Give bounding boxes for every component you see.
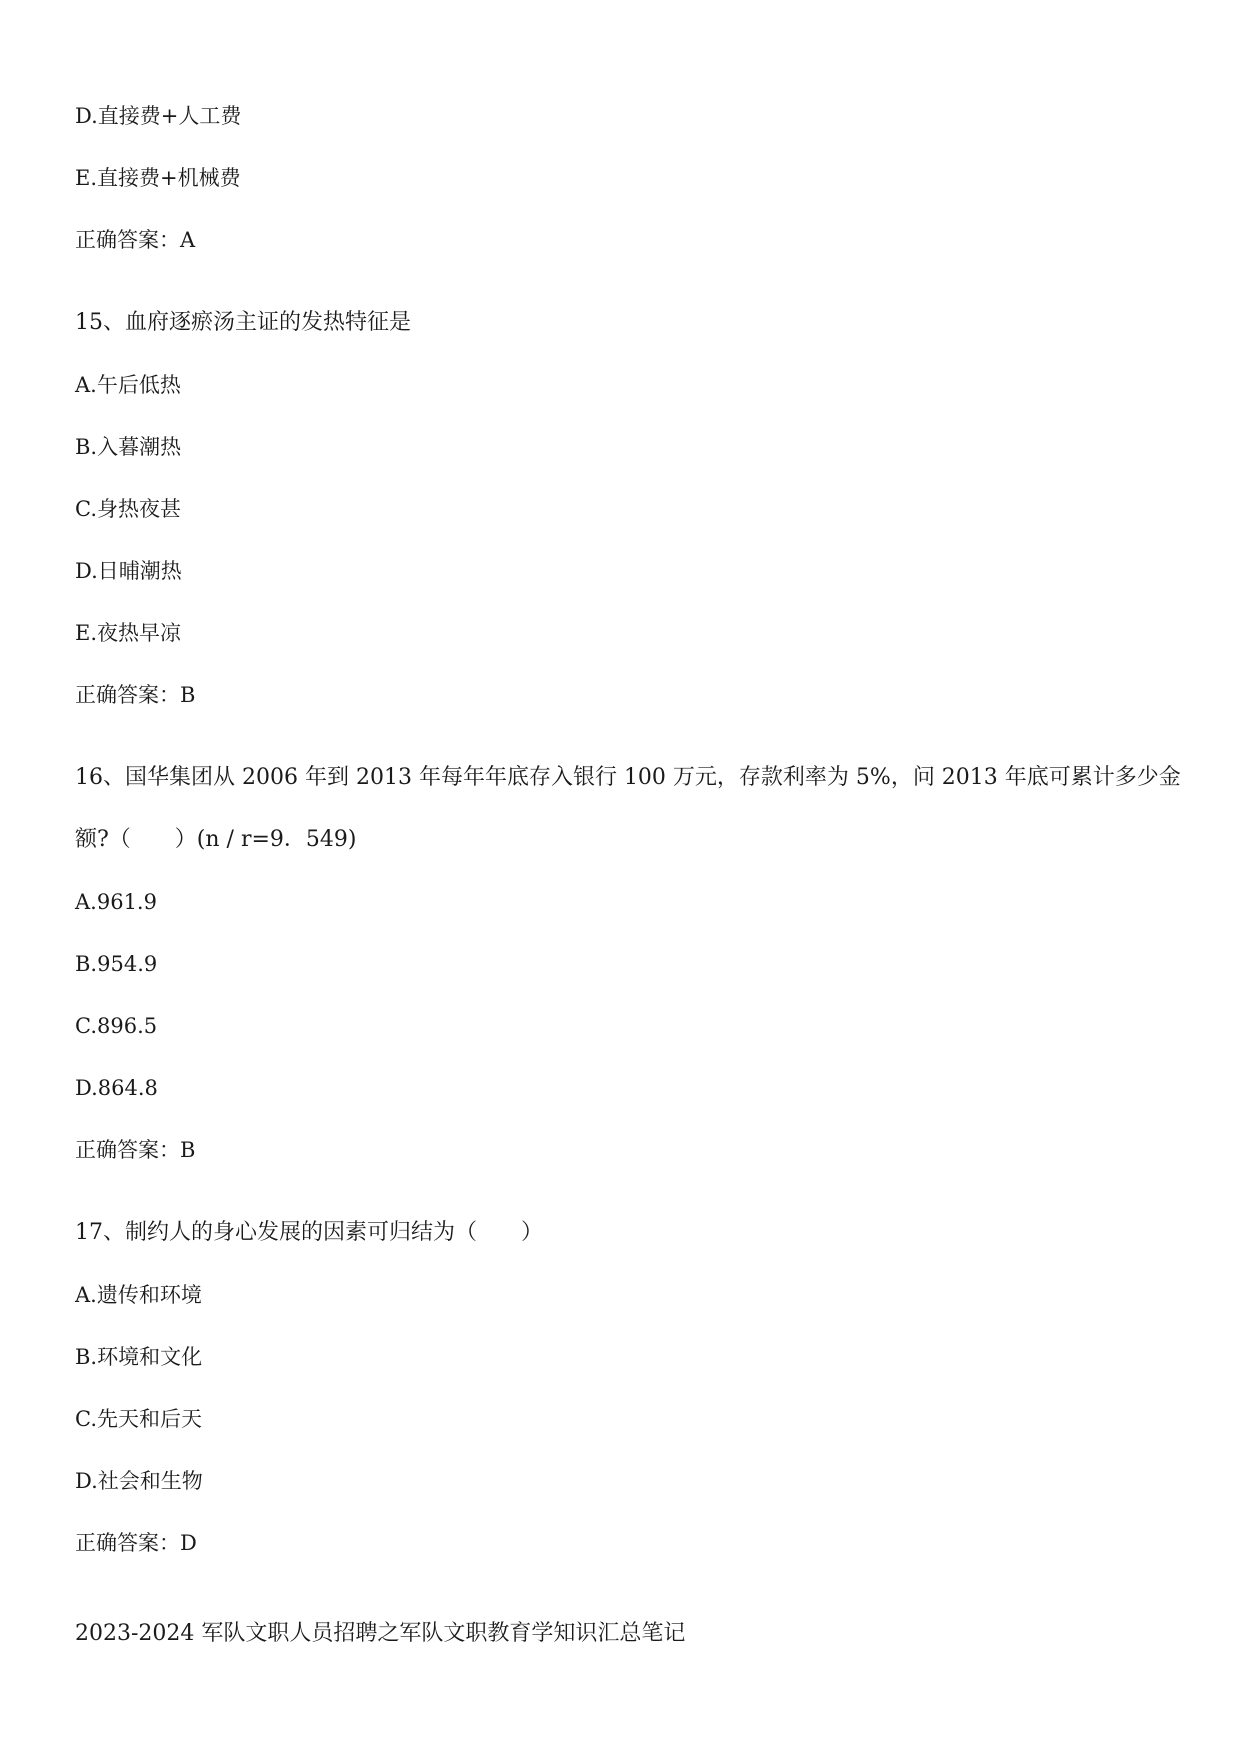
question-16-option-b: B.954.9 <box>75 952 158 976</box>
answer-line: 正确答案：A <box>75 228 196 252</box>
question-16-stem-line1: 16、国华集团从 2006 年到 2013 年每年年底存入银行 100 万元，存款利率为 5%，问 2013 年底可累计多少金 <box>75 765 1181 790</box>
question-15-answer: 正确答案：B <box>75 683 196 707</box>
option-e: E.直接费+机械费 <box>75 166 241 190</box>
question-15-stem: 15、血府逐瘀汤主证的发热特征是 <box>75 310 411 335</box>
question-15-option-e: E.夜热早凉 <box>75 621 182 645</box>
question-15-option-a: A.午后低热 <box>75 373 181 397</box>
question-17-option-b: B.环境和文化 <box>75 1345 203 1369</box>
question-17-stem: 17、制约人的身心发展的因素可归结为（ ） <box>75 1220 543 1245</box>
question-15-option-b: B.入暮潮热 <box>75 435 182 459</box>
question-15-option-c: C.身热夜甚 <box>75 497 181 521</box>
question-17-answer: 正确答案：D <box>75 1531 197 1555</box>
question-16-stem-line2: 额?（ ）(n / r=9．549) <box>75 827 357 852</box>
question-16-option-c: C.896.5 <box>75 1014 158 1038</box>
question-15-option-d: D.日晡潮热 <box>75 559 182 583</box>
question-17-option-c: C.先天和后天 <box>75 1407 202 1431</box>
question-16-option-d: D.864.8 <box>75 1076 158 1100</box>
question-17-option-a: A.遗传和环境 <box>75 1283 202 1307</box>
option-d: D.直接费+人工费 <box>75 104 242 128</box>
document-footer-title: 2023-2024 军队文职人员招聘之军队文职教育学知识汇总笔记 <box>75 1621 686 1646</box>
question-16-answer: 正确答案：B <box>75 1138 196 1162</box>
question-17-option-d: D.社会和生物 <box>75 1469 203 1493</box>
question-16-option-a: A.961.9 <box>75 890 157 914</box>
